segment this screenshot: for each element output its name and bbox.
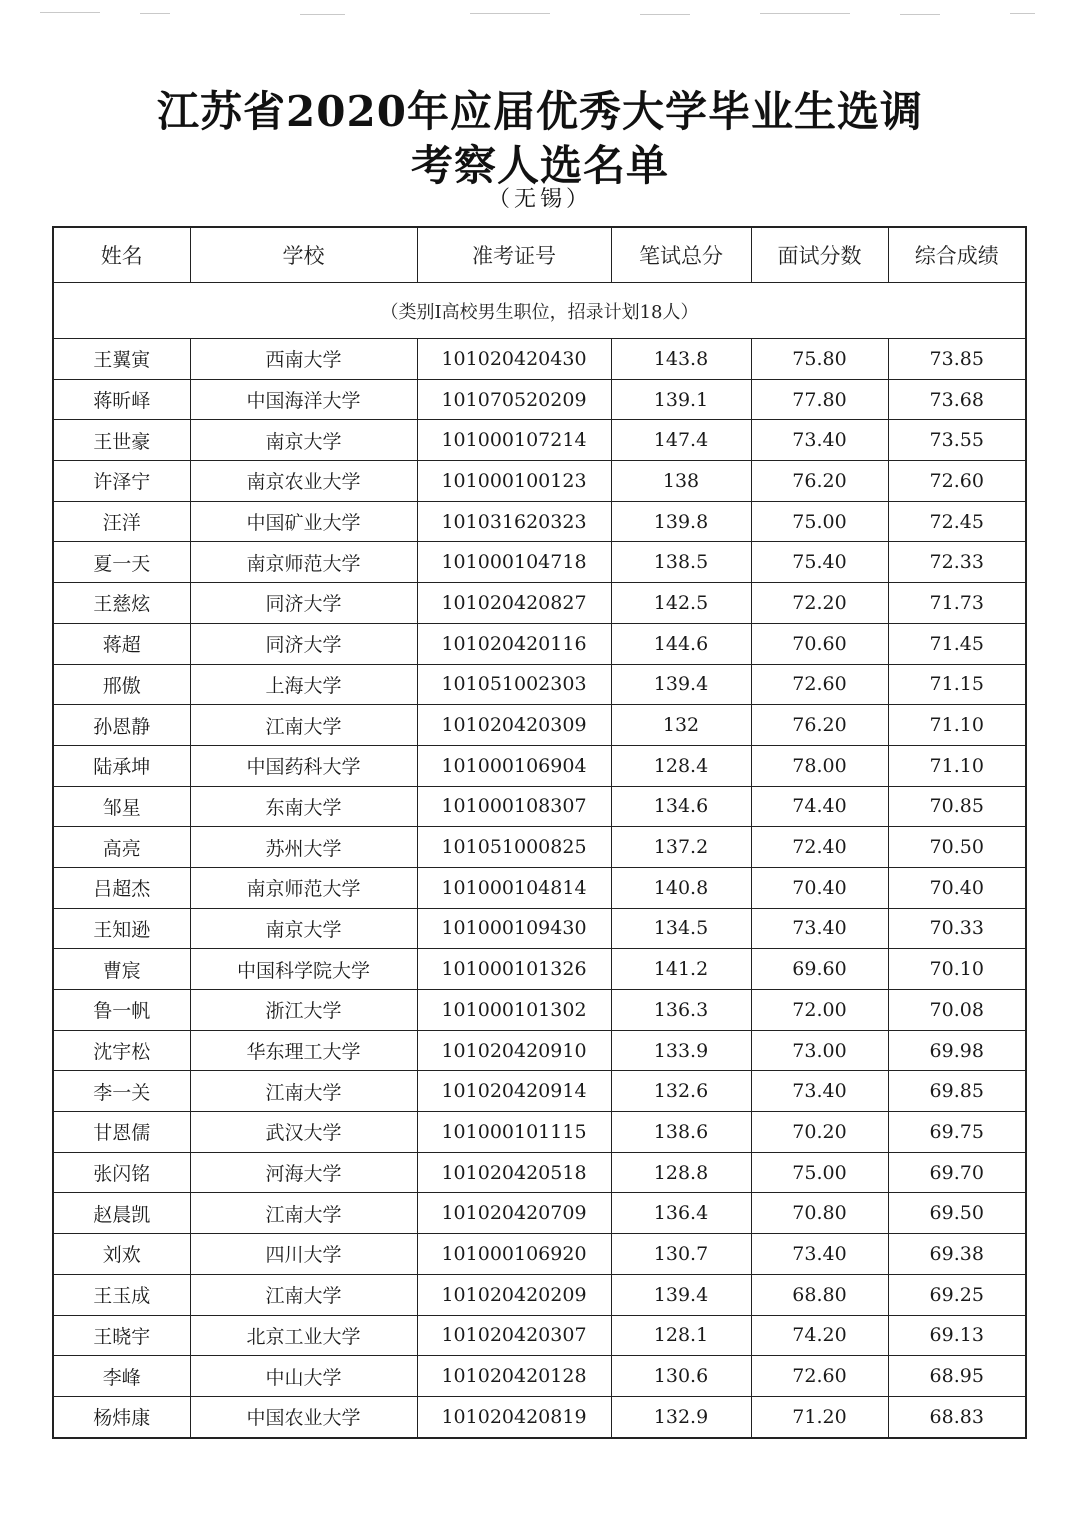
cell-name: 杨炜康	[53, 1396, 190, 1437]
cell-total-score: 70.40	[888, 867, 1026, 908]
cell-written-score: 142.5	[611, 583, 751, 624]
cell-school: 江南大学	[190, 1274, 417, 1315]
cell-written-score: 128.4	[611, 745, 751, 786]
cell-exam-id: 101051000825	[417, 827, 611, 868]
cell-name: 邢傲	[53, 664, 190, 705]
cell-interview-score: 69.60	[751, 949, 888, 990]
cell-school: 北京工业大学	[190, 1315, 417, 1356]
cell-school: 四川大学	[190, 1234, 417, 1275]
category-label: （类别I高校男生职位，招录计划18人）	[53, 283, 1026, 339]
cell-exam-id: 101020420914	[417, 1071, 611, 1112]
cell-name: 汪洋	[53, 501, 190, 542]
cell-interview-score: 75.40	[751, 542, 888, 583]
table-row	[53, 1152, 1026, 1193]
cell-written-score: 138.6	[611, 1112, 751, 1153]
cell-interview-score: 73.40	[751, 1234, 888, 1275]
cell-name: 蒋超	[53, 623, 190, 664]
cell-written-score: 138.5	[611, 542, 751, 583]
cell-exam-id: 101031620323	[417, 501, 611, 542]
cell-written-score: 139.4	[611, 1274, 751, 1315]
cell-total-score: 69.38	[888, 1234, 1026, 1275]
cell-name: 甘恩儒	[53, 1112, 190, 1153]
cell-exam-id: 101000104814	[417, 867, 611, 908]
table-row	[53, 461, 1026, 502]
table-row	[53, 501, 1026, 542]
cell-name: 孙恩静	[53, 705, 190, 746]
cell-total-score: 73.55	[888, 420, 1026, 461]
cell-interview-score: 73.40	[751, 420, 888, 461]
cell-name: 王世豪	[53, 420, 190, 461]
cell-school: 河海大学	[190, 1152, 417, 1193]
table-row	[53, 623, 1026, 664]
table-row	[53, 1030, 1026, 1071]
cell-exam-id: 101070520209	[417, 379, 611, 420]
cell-exam-id: 101000108307	[417, 786, 611, 827]
cell-total-score: 69.98	[888, 1030, 1026, 1071]
cell-exam-id: 101000109430	[417, 908, 611, 949]
cell-written-score: 133.9	[611, 1030, 751, 1071]
cell-interview-score: 70.80	[751, 1193, 888, 1234]
cell-name: 张闪铭	[53, 1152, 190, 1193]
table-row	[53, 949, 1026, 990]
cell-written-score: 141.2	[611, 949, 751, 990]
table-row	[53, 786, 1026, 827]
cell-total-score: 71.10	[888, 745, 1026, 786]
cell-total-score: 72.33	[888, 542, 1026, 583]
cell-total-score: 69.70	[888, 1152, 1026, 1193]
cell-exam-id: 101020420819	[417, 1396, 611, 1437]
cell-school: 同济大学	[190, 583, 417, 624]
cell-interview-score: 74.20	[751, 1315, 888, 1356]
cell-name: 高亮	[53, 827, 190, 868]
scan-artifact-dots	[0, 4, 1080, 22]
cell-total-score: 68.95	[888, 1356, 1026, 1397]
table-row	[53, 867, 1026, 908]
cell-written-score: 134.5	[611, 908, 751, 949]
cell-name: 王慈炫	[53, 583, 190, 624]
header-school: 学校	[190, 227, 417, 283]
cell-interview-score: 72.00	[751, 990, 888, 1031]
cell-total-score: 73.85	[888, 339, 1026, 380]
cell-interview-score: 72.60	[751, 664, 888, 705]
cell-interview-score: 73.40	[751, 908, 888, 949]
cell-interview-score: 68.80	[751, 1274, 888, 1315]
cell-total-score: 70.33	[888, 908, 1026, 949]
cell-exam-id: 101020420430	[417, 339, 611, 380]
table-row	[53, 1193, 1026, 1234]
document-title-line-2: 考察人选名单	[410, 141, 669, 190]
cell-interview-score: 70.40	[751, 867, 888, 908]
table-row	[53, 379, 1026, 420]
cell-interview-score: 72.20	[751, 583, 888, 624]
cell-interview-score: 70.20	[751, 1112, 888, 1153]
table-row	[53, 1071, 1026, 1112]
cell-interview-score: 72.40	[751, 827, 888, 868]
cell-interview-score: 75.00	[751, 501, 888, 542]
cell-interview-score: 74.40	[751, 786, 888, 827]
table-row	[53, 1112, 1026, 1153]
cell-interview-score: 78.00	[751, 745, 888, 786]
cell-school: 南京大学	[190, 420, 417, 461]
cell-written-score: 139.1	[611, 379, 751, 420]
cell-school: 南京师范大学	[190, 867, 417, 908]
cell-school: 南京师范大学	[190, 542, 417, 583]
cell-total-score: 71.10	[888, 705, 1026, 746]
cell-exam-id: 101000100123	[417, 461, 611, 502]
cell-interview-score: 76.20	[751, 461, 888, 502]
cell-total-score: 73.68	[888, 379, 1026, 420]
cell-total-score: 72.45	[888, 501, 1026, 542]
document-title: 江苏省2020年应届优秀大学毕业生选调	[157, 87, 923, 136]
cell-school: 南京农业大学	[190, 461, 417, 502]
cell-total-score: 70.10	[888, 949, 1026, 990]
cell-school: 江南大学	[190, 1193, 417, 1234]
cell-exam-id: 101020420116	[417, 623, 611, 664]
cell-total-score: 71.45	[888, 623, 1026, 664]
cell-total-score: 69.25	[888, 1274, 1026, 1315]
cell-written-score: 140.8	[611, 867, 751, 908]
cell-school: 中山大学	[190, 1356, 417, 1397]
cell-written-score: 139.8	[611, 501, 751, 542]
cell-written-score: 132.6	[611, 1071, 751, 1112]
cell-school: 上海大学	[190, 664, 417, 705]
table-row	[53, 705, 1026, 746]
cell-total-score: 72.60	[888, 461, 1026, 502]
header-name: 姓名	[53, 227, 190, 283]
cell-interview-score: 70.60	[751, 623, 888, 664]
cell-name: 邹星	[53, 786, 190, 827]
cell-exam-id: 101000106920	[417, 1234, 611, 1275]
cell-written-score: 137.2	[611, 827, 751, 868]
cell-exam-id: 101000101302	[417, 990, 611, 1031]
table-row	[53, 1274, 1026, 1315]
header-total-score: 综合成绩	[888, 227, 1026, 283]
cell-total-score: 68.83	[888, 1396, 1026, 1437]
cell-written-score: 134.6	[611, 786, 751, 827]
cell-name: 王知逊	[53, 908, 190, 949]
cell-exam-id: 101051002303	[417, 664, 611, 705]
cell-interview-score: 73.00	[751, 1030, 888, 1071]
cell-school: 中国矿业大学	[190, 501, 417, 542]
candidate-table	[52, 226, 1027, 1439]
cell-written-score: 147.4	[611, 420, 751, 461]
cell-total-score: 70.85	[888, 786, 1026, 827]
cell-exam-id: 101000101326	[417, 949, 611, 990]
cell-name: 王晓宇	[53, 1315, 190, 1356]
cell-exam-id: 101020420209	[417, 1274, 611, 1315]
cell-school: 东南大学	[190, 786, 417, 827]
cell-written-score: 136.3	[611, 990, 751, 1031]
cell-school: 中国药科大学	[190, 745, 417, 786]
cell-written-score: 144.6	[611, 623, 751, 664]
cell-name: 王翼寅	[53, 339, 190, 380]
cell-written-score: 143.8	[611, 339, 751, 380]
cell-name: 许泽宁	[53, 461, 190, 502]
cell-written-score: 132.9	[611, 1396, 751, 1437]
cell-total-score: 69.85	[888, 1071, 1026, 1112]
cell-exam-id: 101000107214	[417, 420, 611, 461]
cell-total-score: 71.15	[888, 664, 1026, 705]
cell-name: 蒋昕峄	[53, 379, 190, 420]
cell-written-score: 138	[611, 461, 751, 502]
table-row	[53, 827, 1026, 868]
cell-school: 浙江大学	[190, 990, 417, 1031]
cell-exam-id: 101000101115	[417, 1112, 611, 1153]
cell-interview-score: 75.00	[751, 1152, 888, 1193]
table-row	[53, 583, 1026, 624]
cell-school: 西南大学	[190, 339, 417, 380]
cell-interview-score: 76.20	[751, 705, 888, 746]
cell-total-score: 69.75	[888, 1112, 1026, 1153]
cell-name: 陆承坤	[53, 745, 190, 786]
document-subtitle: （无锡）	[487, 187, 592, 212]
header-written-score: 笔试总分	[611, 227, 751, 283]
cell-interview-score: 77.80	[751, 379, 888, 420]
table-row	[53, 339, 1026, 380]
cell-school: 同济大学	[190, 623, 417, 664]
table-row	[53, 1315, 1026, 1356]
cell-name: 沈宇松	[53, 1030, 190, 1071]
cell-interview-score: 75.80	[751, 339, 888, 380]
table-row	[53, 664, 1026, 705]
cell-school: 南京大学	[190, 908, 417, 949]
table-row	[53, 420, 1026, 461]
cell-name: 赵晨凯	[53, 1193, 190, 1234]
cell-interview-score: 71.20	[751, 1396, 888, 1437]
table-row	[53, 1396, 1026, 1437]
cell-written-score: 130.7	[611, 1234, 751, 1275]
cell-exam-id: 101000104718	[417, 542, 611, 583]
cell-name: 曹宸	[53, 949, 190, 990]
cell-exam-id: 101020420709	[417, 1193, 611, 1234]
cell-exam-id: 101020420128	[417, 1356, 611, 1397]
cell-written-score: 128.1	[611, 1315, 751, 1356]
table-row	[53, 542, 1026, 583]
header-interview-score: 面试分数	[751, 227, 888, 283]
table-row	[53, 1234, 1026, 1275]
cell-written-score: 139.4	[611, 664, 751, 705]
cell-total-score: 69.13	[888, 1315, 1026, 1356]
cell-total-score: 71.73	[888, 583, 1026, 624]
cell-exam-id: 101000106904	[417, 745, 611, 786]
table-row	[53, 908, 1026, 949]
cell-name: 吕超杰	[53, 867, 190, 908]
cell-interview-score: 73.40	[751, 1071, 888, 1112]
cell-written-score: 130.6	[611, 1356, 751, 1397]
cell-name: 王玉成	[53, 1274, 190, 1315]
table-header-row	[53, 227, 1026, 283]
cell-school: 江南大学	[190, 1071, 417, 1112]
cell-name: 鲁一帆	[53, 990, 190, 1031]
cell-name: 李峰	[53, 1356, 190, 1397]
cell-school: 苏州大学	[190, 827, 417, 868]
cell-total-score: 70.50	[888, 827, 1026, 868]
cell-school: 华东理工大学	[190, 1030, 417, 1071]
cell-exam-id: 101020420518	[417, 1152, 611, 1193]
table-row	[53, 1356, 1026, 1397]
cell-name: 刘欢	[53, 1234, 190, 1275]
header-exam-id: 准考证号	[417, 227, 611, 283]
cell-exam-id: 101020420309	[417, 705, 611, 746]
cell-written-score: 132	[611, 705, 751, 746]
cell-total-score: 69.50	[888, 1193, 1026, 1234]
cell-written-score: 128.8	[611, 1152, 751, 1193]
category-row	[53, 283, 1026, 339]
cell-exam-id: 101020420307	[417, 1315, 611, 1356]
cell-school: 中国科学院大学	[190, 949, 417, 990]
cell-exam-id: 101020420910	[417, 1030, 611, 1071]
cell-interview-score: 72.60	[751, 1356, 888, 1397]
table-row	[53, 990, 1026, 1031]
table-row	[53, 745, 1026, 786]
cell-name: 夏一天	[53, 542, 190, 583]
cell-school: 武汉大学	[190, 1112, 417, 1153]
cell-school: 中国农业大学	[190, 1396, 417, 1437]
cell-school: 江南大学	[190, 705, 417, 746]
cell-total-score: 70.08	[888, 990, 1026, 1031]
cell-exam-id: 101020420827	[417, 583, 611, 624]
cell-school: 中国海洋大学	[190, 379, 417, 420]
cell-written-score: 136.4	[611, 1193, 751, 1234]
cell-name: 李一关	[53, 1071, 190, 1112]
